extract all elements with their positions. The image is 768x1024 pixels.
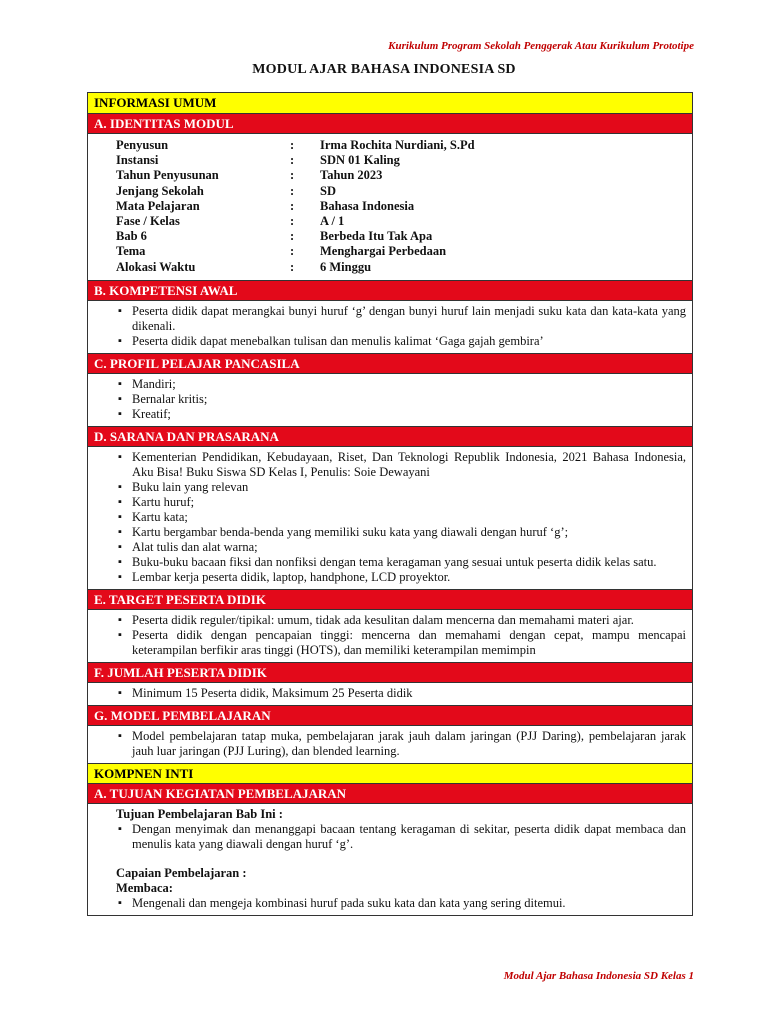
kompetensi-list bbox=[116, 304, 686, 349]
list-item: ▪ Lembar kerja peserta didik, laptop, handphone, LCD proyektor. bbox=[116, 570, 686, 585]
identitas-label: Jenjang Sekolah bbox=[116, 183, 204, 198]
list-item: ▪ Buku lain yang relevan bbox=[116, 480, 686, 495]
capaian-list bbox=[116, 896, 686, 911]
list-item: ▪ Dengan menyimak dan menanggapi bacaan tentang keragaman di sekitar, peserta didik dapat membaca dan menulis kata yang diawali dengan huruf ‘g’. bbox=[116, 822, 686, 852]
profil-list bbox=[116, 377, 686, 422]
list-item: ▪ Kartu bergambar benda-benda yang memiliki suku kata yang diawali dengan huruf ‘g’; bbox=[116, 525, 686, 540]
section-kompetensi-heading: B. KOMPETENSI AWAL bbox=[88, 280, 692, 300]
list-item: ▪ Kreatif; bbox=[116, 407, 686, 422]
identitas-sep: : bbox=[290, 138, 295, 152]
section-target-heading: E. TARGET PESERTA DIDIK bbox=[88, 589, 692, 609]
target-body bbox=[88, 609, 692, 662]
identitas-value: SD bbox=[320, 183, 336, 198]
section-komponen-inti: KOMPNEN INTI bbox=[88, 763, 692, 783]
list-item: ▪ Buku-buku bacaan fiksi dan nonfiksi dengan tema keragaman yang sesuai untuk peserta didik kelas satu. bbox=[116, 555, 686, 570]
document-title: MODUL AJAR BAHASA INDONESIA SD bbox=[252, 62, 516, 77]
list-item: ▪ Kementerian Pendidikan, Kebudayaan, Riset, Dan Teknologi Republik Indonesia, 2021 Bahasa Indonesia, Aku Bisa! Buku Siswa SD Kelas I, Penulis: Soie Dewayani bbox=[116, 450, 686, 480]
list-item: ▪ Kartu huruf; bbox=[116, 495, 686, 510]
identitas-sep: : bbox=[290, 198, 295, 213]
identitas-label: Alokasi Waktu bbox=[116, 259, 196, 274]
identitas-value: A / 1 bbox=[320, 214, 345, 229]
section-model-heading: G. MODEL PEMBELAJARAN bbox=[88, 705, 692, 725]
identitas-sep: : bbox=[290, 168, 295, 183]
identitas-value: SDN 01 Kaling bbox=[320, 153, 400, 168]
identitas-value: Berbeda Itu Tak Apa bbox=[320, 229, 433, 244]
list-item: ▪ Alat tulis dan alat warna; bbox=[116, 540, 686, 555]
identitas-label: Bab 6 bbox=[116, 229, 147, 244]
identitas-label: Tema bbox=[116, 244, 146, 259]
header-note: Kurikulum Program Sekolah Penggerak Atau Kurikulum Prototipe bbox=[388, 40, 694, 52]
identitas-value: 6 Minggu bbox=[320, 259, 372, 274]
section-identitas-heading: A. IDENTITAS MODUL bbox=[88, 113, 692, 133]
identitas-label: Tahun Penyusunan bbox=[116, 168, 219, 183]
identitas-label: Fase / Kelas bbox=[116, 214, 180, 229]
identitas-label: Mata Pelajaran bbox=[116, 198, 200, 213]
list-item: ▪ Minimum 15 Peserta didik, Maksimum 25 Peserta didik bbox=[116, 686, 686, 701]
identitas-label: Instansi bbox=[116, 153, 159, 168]
capaian-subheading: Capaian Pembelajaran : bbox=[116, 865, 247, 880]
list-item: ▪ Model pembelajaran tatap muka, pembelajaran jarak jauh dalam jaringan (PJJ Daring), pembelajaran jarak jauh luar jaringan (PJJ Luring), dan blended learning. bbox=[116, 729, 686, 759]
section-jumlah-heading: F. JUMLAH PESERTA DIDIK bbox=[88, 662, 692, 682]
identitas-grid bbox=[88, 133, 692, 280]
profil-body bbox=[88, 373, 692, 426]
tujuan-list bbox=[116, 822, 686, 852]
sarana-body bbox=[88, 446, 692, 589]
identitas-value: Menghargai Perbedaan bbox=[320, 244, 447, 259]
identitas-value: Tahun 2023 bbox=[320, 168, 383, 183]
list-item: ▪ Peserta didik reguler/tipikal: umum, tidak ada kesulitan dalam mencerna dan memahami materi ajar. bbox=[116, 613, 686, 628]
section-sarana-heading: D. SARANA DAN PRASARANA bbox=[88, 426, 692, 446]
section-tujuan-heading: A. TUJUAN KEGIATAN PEMBELAJARAN bbox=[88, 783, 692, 803]
section-informasi-umum: INFORMASI UMUM bbox=[88, 93, 692, 113]
identitas-sep: : bbox=[290, 259, 295, 274]
list-item: ▪ Peserta didik dapat merangkai bunyi huruf ‘g’ dengan bunyi huruf lain menjadi suku kata dan kata-kata yang dikenali. bbox=[116, 304, 686, 334]
kompetensi-body bbox=[88, 300, 692, 353]
list-item: ▪ Mengenali dan mengeja kombinasi huruf pada suku kata dan kata yang sering ditemui. bbox=[116, 896, 686, 911]
tujuan-subheading: Tujuan Pembelajaran Bab Ini : bbox=[116, 806, 283, 821]
jumlah-list bbox=[116, 686, 686, 701]
module-table bbox=[87, 92, 693, 916]
identitas-label: Penyusun bbox=[116, 138, 169, 152]
membaca-subheading: Membaca: bbox=[116, 880, 173, 895]
list-item: ▪ Peserta didik dapat menebalkan tulisan dan menulis kalimat ‘Gaga gajah gembira’ bbox=[116, 334, 686, 349]
target-list bbox=[116, 613, 686, 658]
identitas-sep: : bbox=[290, 229, 295, 244]
identitas-sep: : bbox=[290, 244, 295, 259]
tujuan-body bbox=[88, 803, 692, 915]
model-list bbox=[116, 729, 686, 759]
identitas-sep: : bbox=[290, 214, 295, 229]
identitas-sep: : bbox=[290, 183, 295, 198]
list-item: ▪ Peserta didik dengan pencapaian tinggi: mencerna dan memahami dengan cepat, mampu mencapai keterampilan berfikir aras tinggi (HOTS), dan memiliki keterampilan memimpin bbox=[116, 628, 686, 658]
section-profil-heading: C. PROFIL PELAJAR PANCASILA bbox=[88, 353, 692, 373]
identitas-value: Bahasa Indonesia bbox=[320, 198, 415, 213]
list-item: ▪ Bernalar kritis; bbox=[116, 392, 686, 407]
identitas-value: Irma Rochita Nurdiani, S.Pd bbox=[320, 138, 475, 152]
list-item: ▪ Mandiri; bbox=[116, 377, 686, 392]
list-item: ▪ Kartu kata; bbox=[116, 510, 686, 525]
jumlah-body bbox=[88, 682, 692, 705]
identitas-sep: : bbox=[290, 153, 295, 168]
spacer bbox=[116, 852, 686, 866]
model-body bbox=[88, 725, 692, 763]
footer-note: Modul Ajar Bahasa Indonesia SD Kelas 1 bbox=[503, 970, 694, 982]
sarana-list bbox=[116, 450, 686, 585]
